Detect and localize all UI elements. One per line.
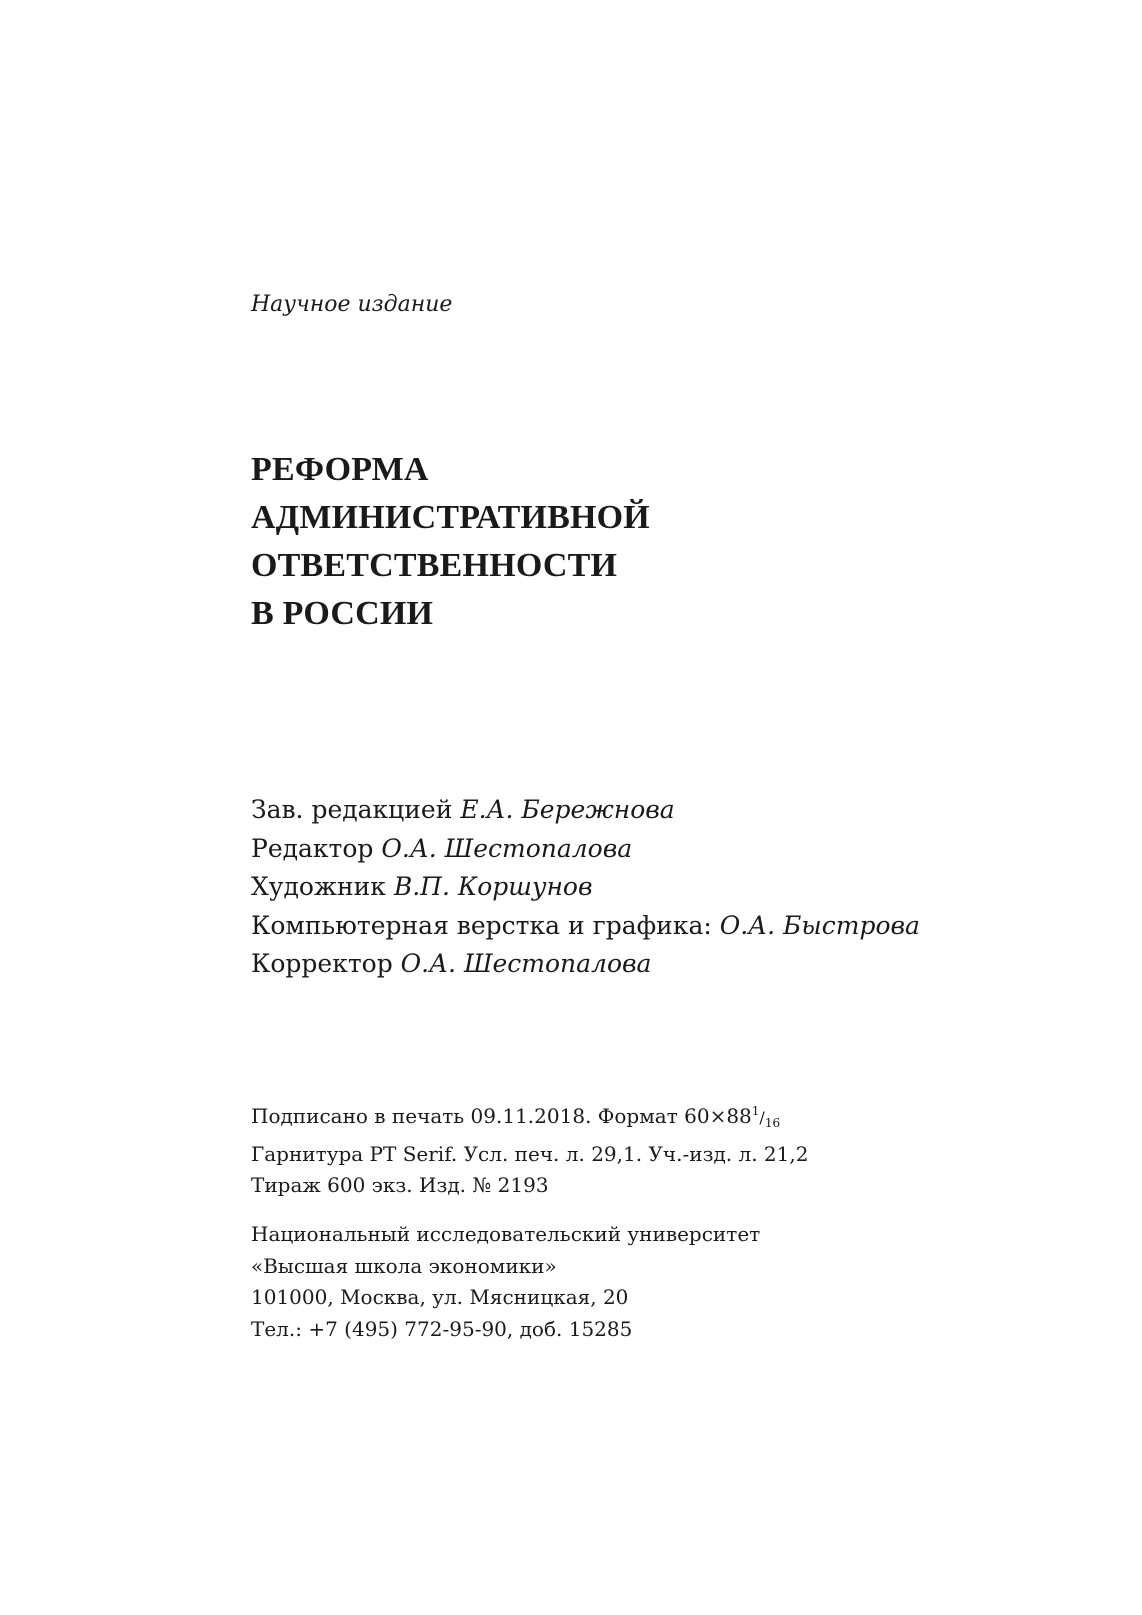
credit-role: Корректор [251,949,393,978]
credit-proofreader [251,945,1082,984]
credit-person: Е.А. Бережнова [460,795,675,824]
credit-role: Компьютерная верстка и графика: [251,910,712,940]
edition-type: Научное издание [251,292,453,317]
format-fraction-denominator: 16 [764,1116,781,1130]
title-line: ОТВЕТСТВЕННОСТИ [251,547,618,584]
print-details [251,1096,1082,1201]
credit-person: В.П. Коршунов [393,872,593,901]
print-run-line: Тираж 600 экз. Изд. № 2193 [251,1173,549,1197]
credit-role: Художник [251,872,386,901]
credit-person: О.А. Шестопалова [400,949,652,978]
publisher-address: 101000, Москва, ул. Мясницкая, 20 [251,1285,629,1309]
format-fraction-numerator: 1 [751,1104,760,1118]
signed-to-print-text: Подписано в печать 09.11.2018. Формат 60×88 [251,1104,752,1128]
credits-list [251,791,1082,984]
title-line: АДМИНИСТРАТИВНОЙ [251,499,650,536]
signed-to-print-line [251,1096,1082,1139]
credit-layout [251,907,1082,946]
credit-role: Редактор [251,833,374,863]
credit-person: О.А. Шестопалова [381,833,633,863]
title-line: В РОССИИ [251,595,434,632]
credit-person: О.А. Быстрова [719,910,920,940]
format-fraction-slash: / [759,1108,765,1127]
book-title [251,446,1082,638]
publisher-phone: Тел.: +7 (495) 772-95-90, доб. 15285 [251,1316,633,1341]
publisher-name-line2: «Высшая школа экономики» [251,1253,557,1278]
publisher-name-line1: Национальный исследовательский университет [251,1222,761,1246]
credit-editor [251,830,1082,869]
title-line: РЕФОРМА [251,451,429,488]
credit-artist [251,868,1082,907]
publisher-info [251,1219,1082,1345]
typeface-line: Гарнитура PT Serif. Усл. печ. л. 29,1. Уч.-изд. л. 21,2 [251,1142,809,1166]
credit-editor-in-chief [251,791,1082,830]
credit-role: Зав. редакцией [251,795,453,824]
